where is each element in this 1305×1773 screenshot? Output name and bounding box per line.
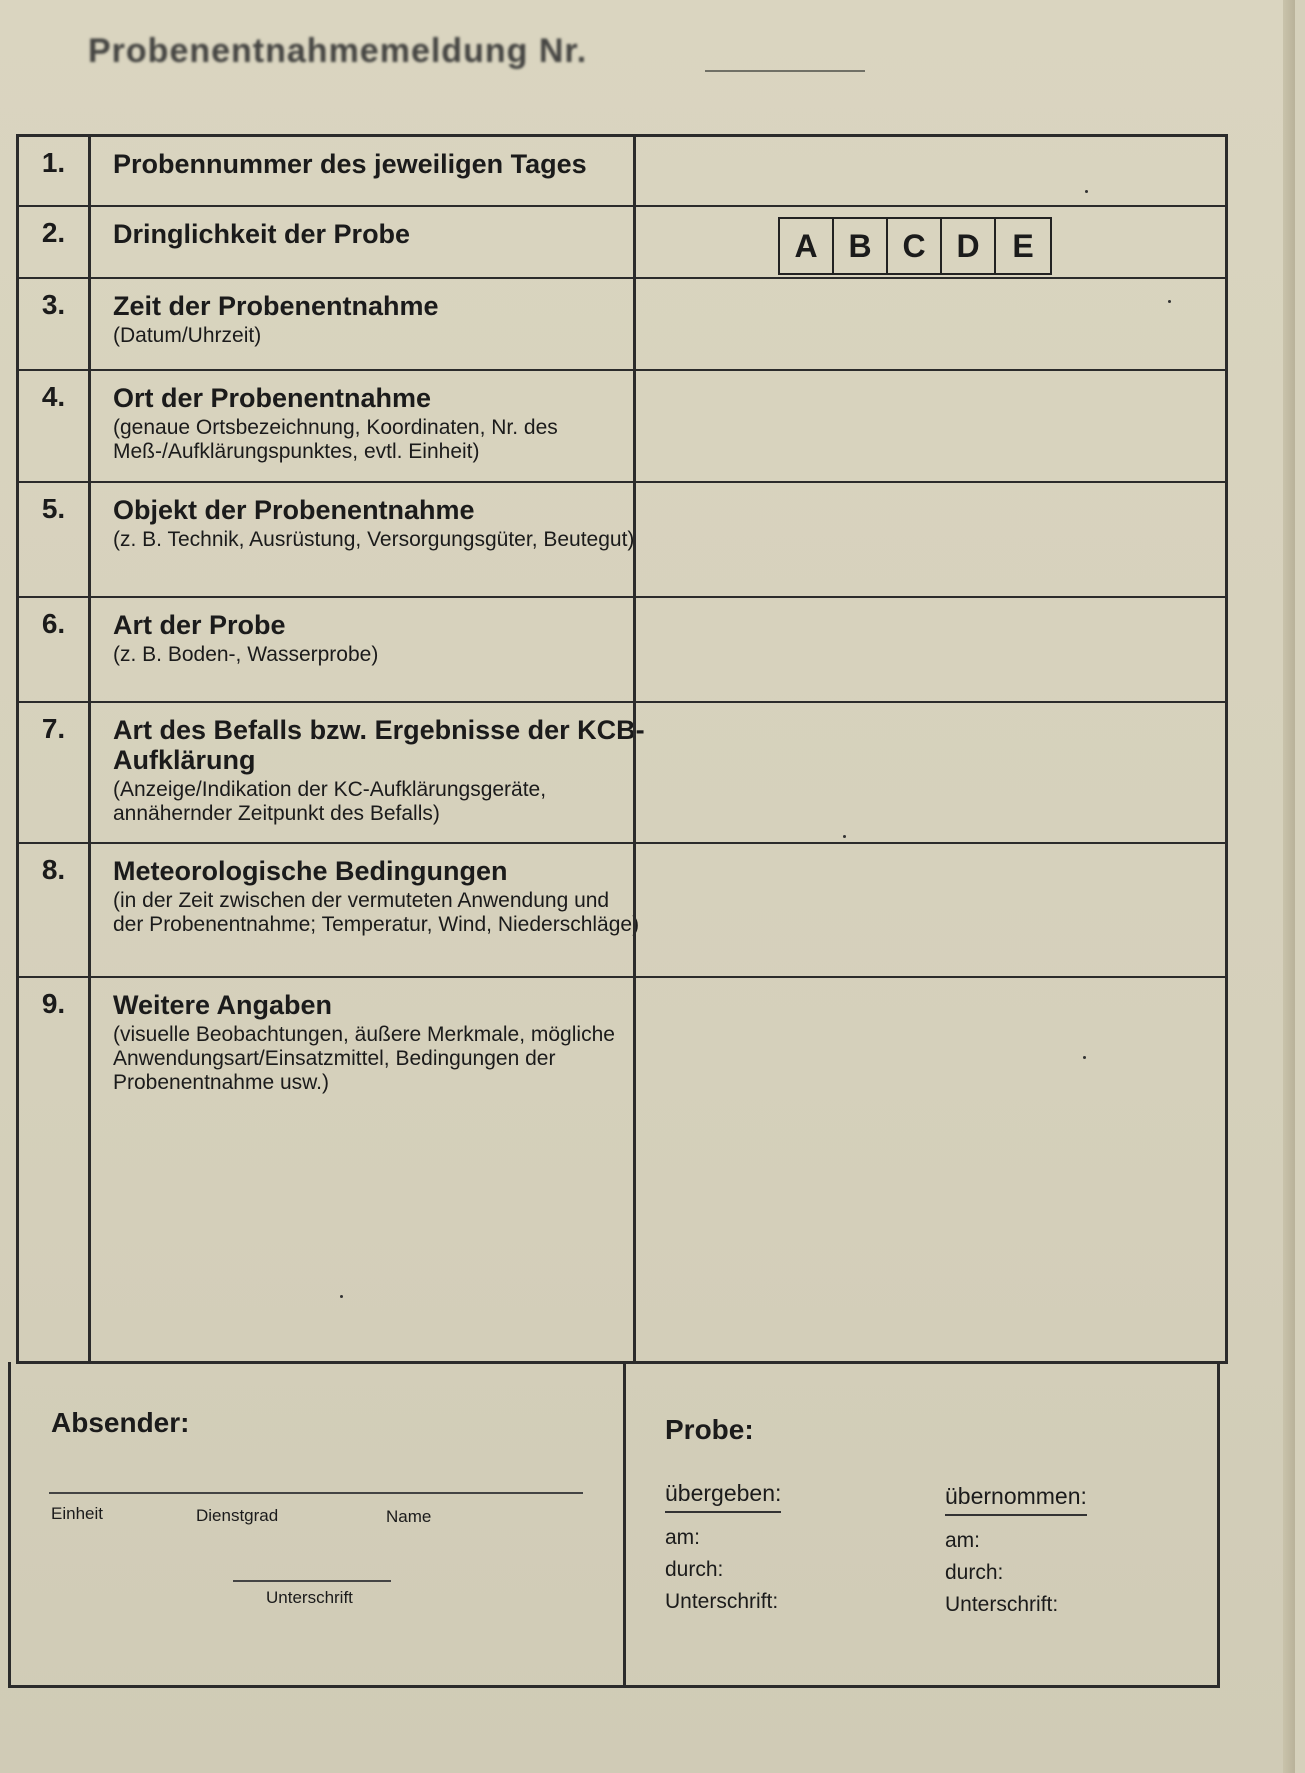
sender-title: Absender: [51, 1407, 190, 1438]
urgency-option-b[interactable]: B [834, 219, 888, 273]
row-5 [19, 483, 1225, 598]
row-9-value-cell[interactable] [633, 978, 1225, 1361]
row-7 [19, 703, 1225, 844]
row-hint: (z. B. Technik, Ausrüstung, Versorgungsgüter, Beutegut) [113, 528, 635, 551]
row-hint: (genaue Ortsbezeichnung, Koordinaten, Nr. des Meß-/Aufklärungspunktes, evtl. Einheit) [113, 416, 558, 463]
row-heading: Art des Befalls bzw. Ergebnisse der KCB-Aufklärung [113, 715, 645, 775]
row-3 [19, 279, 1225, 371]
einheit-label: Einheit [51, 1504, 103, 1523]
row-number: 6. [19, 598, 91, 701]
row-6-value-cell[interactable] [633, 598, 1225, 701]
row-number: 1. [19, 137, 91, 205]
row-hint: (Anzeige/Indikation der KC-Aufklärungsgeräte, annähernder Zeitpunkt des Befalls) [113, 778, 547, 825]
urgency-option-c[interactable]: C [888, 219, 942, 273]
dienstgrad-label: Dienstgrad [196, 1506, 279, 1525]
row-hint: (in der Zeit zwischen der vermuteten Anwendung und der Probenentnahme; Temperatur, Wind, Niederschläge) [113, 889, 640, 936]
row-number: 9. [19, 978, 91, 1361]
form-table [16, 134, 1228, 1364]
taken-over-am-label: am: [945, 1529, 981, 1552]
name-label: Name [386, 1507, 432, 1526]
row-heading: Probennummer des jeweiligen Tages [113, 149, 587, 179]
paper-speck [1085, 190, 1088, 193]
row-heading: Zeit der Probenentnahme [113, 291, 439, 321]
paper-speck [340, 1295, 343, 1298]
row-number: 4. [19, 371, 91, 481]
paper-speck [1168, 300, 1171, 303]
row-1-value-cell[interactable] [633, 137, 1225, 205]
row-8 [19, 844, 1225, 978]
handed-over-durch-label: durch: [665, 1558, 724, 1581]
footer-section [8, 1362, 1220, 1688]
row-4 [19, 371, 1225, 483]
paper-speck [843, 835, 846, 838]
row-2 [19, 207, 1225, 279]
form-title: Probenentnahmemeldung Nr. [88, 32, 588, 70]
probe-title: Probe: [665, 1414, 754, 1445]
form-number-field[interactable] [705, 70, 865, 72]
row-heading: Art der Probe [113, 610, 286, 640]
row-hint: (z. B. Boden-, Wasserprobe) [113, 643, 379, 666]
row-number: 5. [19, 483, 91, 596]
row-heading: Meteorologische Bedingungen [113, 856, 508, 886]
row-3-value-cell[interactable] [633, 279, 1225, 369]
row-2-value-cell [633, 207, 1225, 277]
sender-details-line[interactable] [49, 1492, 583, 1494]
row-6 [19, 598, 1225, 703]
row-heading: Ort der Probenentnahme [113, 383, 432, 413]
urgency-option-d[interactable]: D [942, 219, 996, 273]
urgency-option-a[interactable]: A [780, 219, 834, 273]
row-9 [19, 978, 1225, 1361]
row-hint: (Datum/Uhrzeit) [113, 324, 262, 347]
paper-speck [1083, 1056, 1086, 1059]
footer-divider [623, 1362, 626, 1685]
handed-over-heading: übergeben: [665, 1480, 781, 1513]
row-1 [19, 137, 1225, 207]
row-heading: Objekt der Probenentnahme [113, 495, 475, 525]
urgency-options [778, 217, 1052, 275]
row-number: 7. [19, 703, 91, 842]
row-8-value-cell[interactable] [633, 844, 1225, 976]
handed-over-am-label: am: [665, 1526, 701, 1549]
row-7-value-cell[interactable] [633, 703, 1225, 842]
row-number: 8. [19, 844, 91, 976]
row-4-value-cell[interactable] [633, 371, 1225, 481]
row-number: 3. [19, 279, 91, 369]
row-number: 2. [19, 207, 91, 277]
taken-over-heading: übernommen: [945, 1483, 1087, 1516]
handed-over-signature-label: Unterschrift: [665, 1590, 779, 1613]
sender-signature-line[interactable] [233, 1580, 391, 1582]
paper-edge [1283, 0, 1295, 1773]
taken-over-signature-label: Unterschrift: [945, 1593, 1059, 1616]
urgency-option-e[interactable]: E [1012, 228, 1034, 264]
row-heading: Weitere Angaben [113, 990, 333, 1020]
taken-over-durch-label: durch: [945, 1561, 1004, 1584]
row-5-value-cell[interactable] [633, 483, 1225, 596]
sender-signature-label: Unterschrift [266, 1588, 353, 1607]
row-heading: Dringlichkeit der Probe [113, 219, 411, 249]
row-hint: (visuelle Beobachtungen, äußere Merkmale, mögliche Anwendungsart/Einsatzmittel, Bedingungen der Probenentnahme usw.) [113, 1023, 615, 1094]
